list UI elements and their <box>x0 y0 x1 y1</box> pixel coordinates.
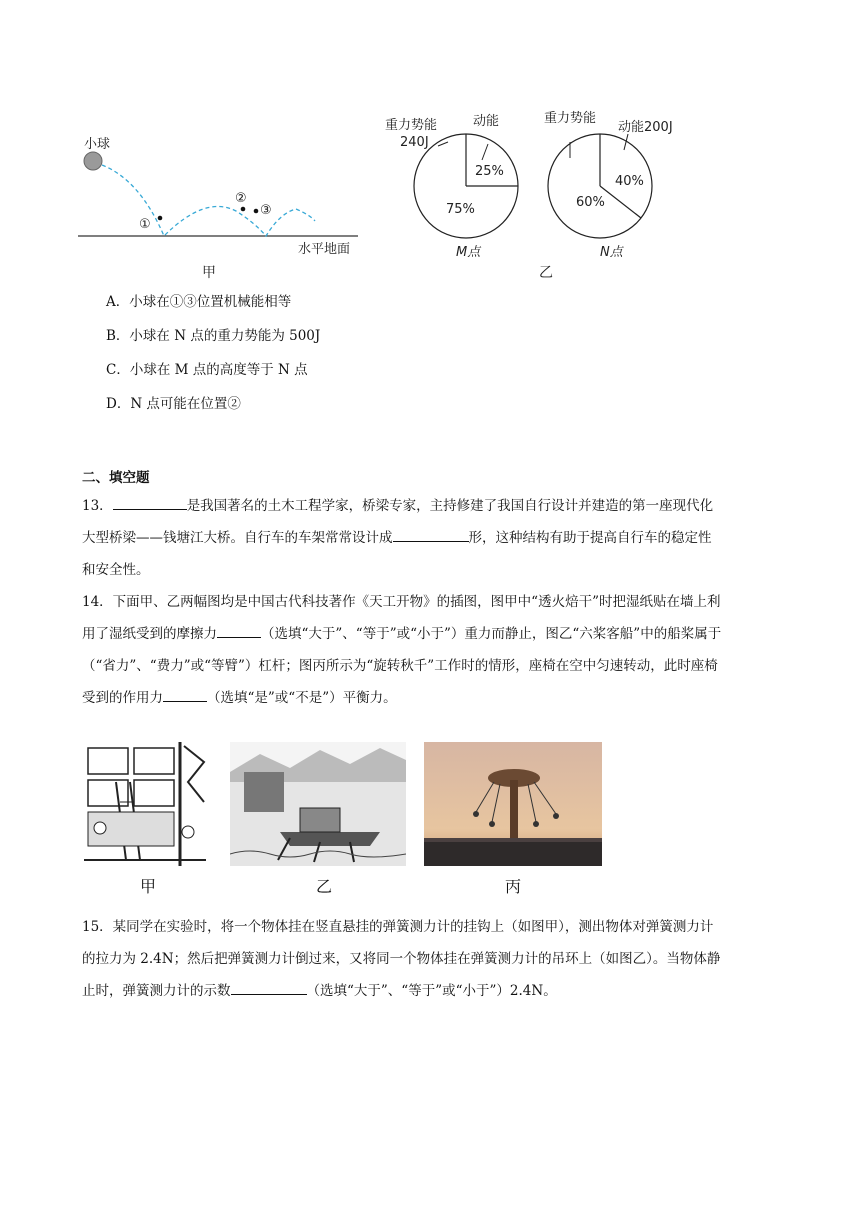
q14-line3: （“省力”、“费力”或“等臂”）杠杆；图丙所示为“旋转秋千”工作时的情形，座椅在空中匀速转动，此时座椅 <box>82 658 718 674</box>
picture-yi-six-oar-boat <box>230 742 406 866</box>
picture-jia-paper-drying <box>84 742 206 866</box>
pie-m-gp-pct: 75% <box>446 202 475 217</box>
question-14 <box>82 586 782 714</box>
pie-n-ke-pct: 40% <box>615 174 644 189</box>
pie-m-ke-pct: 25% <box>475 164 504 179</box>
q15-line2: 的拉力为 2.4N；然后把弹簧测力计倒过来，又将同一个物体挂在弹簧测力计的吊环上（如图乙）。当物体静 <box>82 951 721 967</box>
pie-m-gp-value: 240J <box>400 135 429 150</box>
option-c[interactable]: C．小球在 M 点的高度等于 N 点 <box>106 362 308 378</box>
option-a[interactable]: A．小球在①③位置机械能相等 <box>106 294 292 310</box>
figure-jia-caption: 甲 <box>202 265 216 281</box>
q15-line3a: 止时，弹簧测力计的示数 <box>82 983 231 999</box>
position-2-label: ② <box>235 191 247 206</box>
position-3-dot <box>254 209 259 214</box>
pie-m-ke-label: 动能 <box>473 114 500 129</box>
picture-bing-caption: 丙 <box>505 877 522 896</box>
q13-line2a: 大型桥梁——钱塘江大桥。自行车的车架常常设计成 <box>82 530 393 546</box>
q14-line4a: 受到的作用力 <box>82 690 163 706</box>
picture-bing-swing-carousel <box>424 742 602 866</box>
pie-n-gp-label: 重力势能 <box>544 111 597 126</box>
q14-line1: 14．下面甲、乙两幅图均是中国古代科技著作《天工开物》的插图，图甲中“透火焙干”时把湿纸贴在墙上利 <box>82 594 721 610</box>
picture-jia-caption: 甲 <box>140 877 157 896</box>
q15-line1: 15．某同学在实验时，将一个物体挂在竖直悬挂的弹簧测力计的挂钩上（如图甲），测出物体对弹簧测力计 <box>82 919 714 935</box>
q13-blank-1[interactable] <box>113 495 187 510</box>
option-d[interactable]: D．N 点可能在位置② <box>106 396 241 412</box>
option-b[interactable]: B．小球在 N 点的重力势能为 500J <box>106 328 321 344</box>
q13-line1: 是我国著名的土木工程学家，桥梁专家，主持修建了我国自行设计并建造的第一座现代化 <box>186 498 714 514</box>
pie-n-point-label: N点 <box>600 245 623 260</box>
ball-label: 小球 <box>84 137 111 152</box>
question-15 <box>82 911 782 1007</box>
q13-number: 13． <box>82 498 113 514</box>
bounce-trajectory <box>102 165 315 236</box>
pie-n-gp-pct: 60% <box>576 195 605 210</box>
pie-m-point-label: M点 <box>456 245 481 260</box>
pie-n-ke-label: 动能200J <box>618 120 673 135</box>
q15-line3b: （选填“大于”、“等于”或“小于”）2.4N。 <box>306 983 557 999</box>
question-13 <box>82 490 782 586</box>
q14-blank-3[interactable] <box>163 687 207 702</box>
q14-line2a: 用了湿纸受到的摩擦力 <box>82 626 217 642</box>
ball-icon <box>84 152 102 170</box>
q13-line2b: 形，这种结构有助于提高自行车的稳定性 <box>468 530 712 546</box>
position-3-label: ③ <box>260 203 272 218</box>
pie-m <box>385 113 518 260</box>
pie-m-gp-label: 重力势能 <box>385 118 438 133</box>
figure-yi-pie-charts <box>370 100 690 270</box>
position-1-dot <box>158 216 163 221</box>
q15-blank-1[interactable] <box>231 980 307 995</box>
q13-line3: 和安全性。 <box>82 562 150 578</box>
picture-yi-caption: 乙 <box>316 877 333 896</box>
q14-line4b: （选填“是”或“不是”）平衡力。 <box>207 690 397 706</box>
figure-yi-caption: 乙 <box>539 265 553 281</box>
position-1-label: ① <box>139 217 151 232</box>
ground-label: 水平地面 <box>298 242 351 257</box>
q14-blank-1[interactable] <box>217 623 261 638</box>
section-title: 二、填空题 <box>82 470 150 486</box>
position-2-dot <box>241 207 246 212</box>
q14-line2b: （选填“大于”、“等于”或“小于”）重力而静止，图乙“六桨客船”中的船桨属于 <box>261 626 722 642</box>
q13-blank-2[interactable] <box>393 527 469 542</box>
figure-jia-bounce-diagram <box>70 125 370 285</box>
pie-n <box>544 110 673 260</box>
